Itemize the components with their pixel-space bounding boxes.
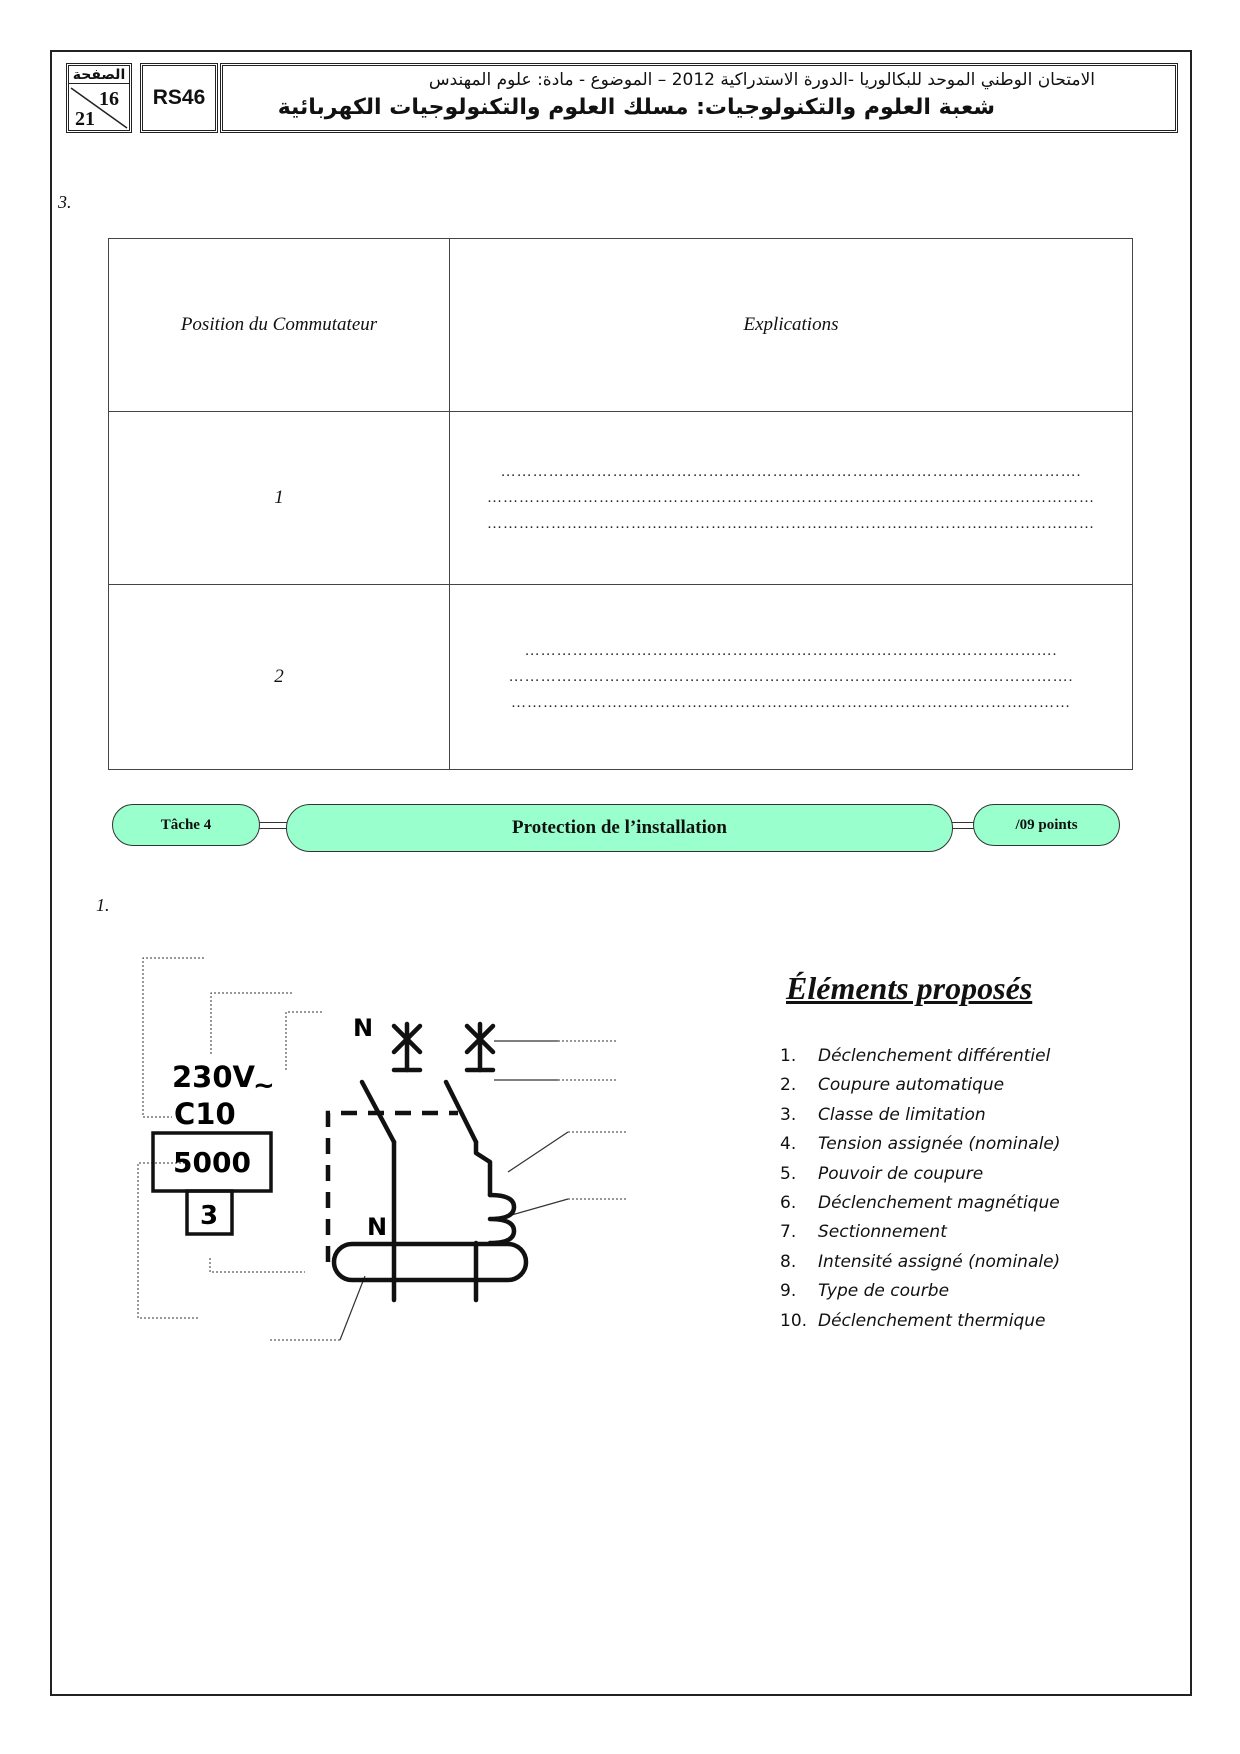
proposed-elements-title: Éléments proposés [786,970,1033,1006]
position-cell: 2 [109,585,450,770]
pointer-lines [340,1041,568,1340]
answer-line: …………………………………………………………………………………………………… [487,516,1095,532]
disconnect-icon [467,1024,493,1070]
list-item: 10. Déclenchement thermique [780,1310,1046,1331]
list-item: 9. Type de courbe [780,1281,950,1302]
voltage-label: 230V [172,1060,255,1094]
task-title-pill: Protection de l’installation [286,804,953,852]
list-item: 2. Coupure automatique [780,1075,1005,1096]
list-item: 8. Intensité assigné (nominale) [780,1251,1061,1272]
exam-title-line1: الامتحان الوطني الموحد للبكالوريا -الدورة الاستدراكية 2012 – الموضوع - مادة: علوم المهندس [428,70,1095,90]
question-3-number: 3. [58,192,72,212]
exam-title-line2: شعبة العلوم والتكنولوجيات: مسلك العلوم والتكنولوجيات الكهربائية [277,95,995,120]
list-item: 5. Pouvoir de coupure [780,1163,984,1184]
position-cell: 1 [109,412,450,585]
isolation-symbols [394,1024,493,1070]
page-label: الصفحة [69,67,129,84]
proposed-elements-list [780,1046,1061,1340]
rating-label: C10 [174,1097,236,1131]
question-1-number: 1. [96,895,110,915]
task-points-pill: /09 points [973,804,1120,846]
header-position: Position du Commutateur [109,239,450,412]
leader-line [210,1258,305,1272]
differential-toroid-icon [334,1244,526,1280]
answer-line: …………………………………………………………………………………………………… [487,490,1095,506]
exam-code: RS46 [140,63,218,133]
thermal-magnetic-icon [490,1195,514,1243]
answer-line: …………………………………………………………………………………………… [511,695,1071,711]
ac-symbol-icon: ~ [253,1071,275,1101]
neutral-label-inner: N [367,1213,388,1241]
page-number: 16 [99,88,119,110]
disconnect-icon [394,1024,420,1070]
list-item: 1. Déclenchement différentiel [780,1046,1051,1066]
leader-line [211,993,292,1056]
list-item: 6. Déclenchement magnétique [780,1192,1060,1213]
list-item: 3. Classe de limitation [780,1104,986,1125]
answer-line: ………………………………………………………………………………………. [524,643,1058,659]
leader-line [138,1163,200,1318]
neutral-label-top: N [353,1014,374,1042]
list-item: 7. Sectionnement [780,1222,947,1243]
page-total: 21 [75,108,95,130]
answer-line: ………………………………………………………………………………………………. [500,464,1082,480]
leader-line [286,1012,322,1070]
answer-line: ……………………………………………………………………………………………. [508,669,1074,685]
task-label-pill: Tâche 4 [112,804,260,846]
limitation-class-label: 3 [199,1201,219,1231]
list-item: 4. Tension assignée (nominale) [780,1134,1061,1155]
header-explications: Explications [450,239,1133,412]
breaking-capacity-label: 5000 [173,1146,251,1179]
